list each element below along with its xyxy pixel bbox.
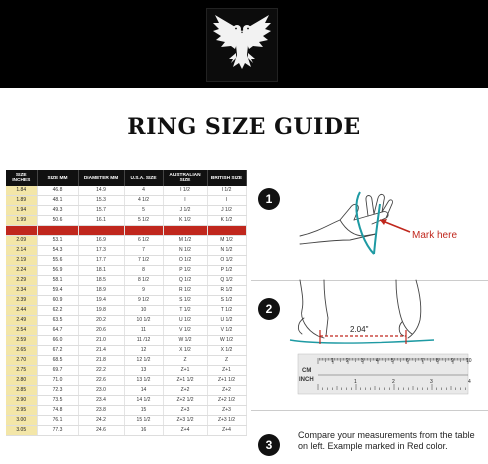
table-cell: 62.2 (37, 306, 78, 316)
ruler-cm-tick-label: 3 (361, 358, 364, 364)
table-cell: 17.3 (78, 246, 124, 256)
size-inches-cell: 2.85 (6, 386, 37, 396)
table-cell: X 1/2 (207, 346, 246, 356)
table-cell: K 1/2 (207, 216, 246, 226)
table-row (6, 206, 246, 216)
table-cell: 12 (124, 346, 163, 356)
table-cell: M 1/2 (207, 236, 246, 246)
table-cell: 50.6 (37, 216, 78, 226)
table-cell: 23.0 (78, 386, 124, 396)
table-cell: 21.8 (78, 356, 124, 366)
ruler-cm-tick-label: 10 (466, 358, 472, 364)
table-row (6, 286, 246, 296)
table-cell: 73.5 (37, 396, 78, 406)
table-cell: I 1/2 (163, 186, 207, 196)
ruler-cm-tick-label: 7 (421, 358, 424, 364)
ruler-cm-tick-label: 2 (346, 358, 349, 364)
ruler-cm-tick-label: 8 (436, 358, 439, 364)
table-cell: 69.7 (37, 366, 78, 376)
table-cell: X 1/2 (163, 346, 207, 356)
size-inches-cell: 1.89 (6, 196, 37, 206)
table-cell: L 1/2 (207, 226, 246, 236)
table-cell: I (207, 196, 246, 206)
size-inches-cell: 2.24 (6, 266, 37, 276)
table-cell: 5 (124, 206, 163, 216)
size-inches-cell: 2.04 (6, 226, 37, 236)
table-row (6, 216, 246, 226)
table-cell: 22.2 (78, 366, 124, 376)
table-cell: 71.0 (37, 376, 78, 386)
size-inches-cell: 1.94 (6, 206, 37, 216)
table-cell: 7 (124, 246, 163, 256)
table-row (6, 246, 246, 256)
table-cell: 14 1/2 (124, 396, 163, 406)
table-row (6, 196, 246, 206)
table-cell: N 1/2 (207, 246, 246, 256)
table-cell: 51.9 (37, 226, 78, 236)
table-cell: Z+2 1/2 (163, 396, 207, 406)
step-1-badge: 1 (258, 188, 280, 210)
table-cell: Z+1 (163, 366, 207, 376)
table-cell: O 1/2 (207, 256, 246, 266)
table-cell: 12 1/2 (124, 356, 163, 366)
table-cell: 18.5 (78, 276, 124, 286)
table-cell: 8 1/2 (124, 276, 163, 286)
eagle-logo-icon (206, 8, 278, 82)
table-cell: 22.6 (78, 376, 124, 386)
section-divider (251, 410, 488, 411)
table-cell: Z+1 1/2 (163, 376, 207, 386)
table-cell: 4 (124, 186, 163, 196)
table-cell: 55.6 (37, 256, 78, 266)
table-cell: 14.9 (78, 186, 124, 196)
table-row (6, 376, 246, 386)
size-inches-cell: 2.19 (6, 256, 37, 266)
table-cell: 58.1 (37, 276, 78, 286)
table-cell: Z+1 (207, 366, 246, 376)
table-row (6, 356, 246, 366)
step-2-badge: 2 (258, 298, 280, 320)
table-cell: Z+4 (207, 426, 246, 436)
table-cell: 24.2 (78, 416, 124, 426)
table-cell: 49.3 (37, 206, 78, 216)
table-cell: U 1/2 (163, 316, 207, 326)
table-cell: 21.4 (78, 346, 124, 356)
table-cell: Z+3 (207, 406, 246, 416)
page-title: RING SIZE GUIDE (127, 114, 361, 140)
ruler-inch-label: INCH (299, 377, 314, 383)
table-cell: Z+2 (207, 386, 246, 396)
table-cell: 16 (124, 426, 163, 436)
table-cell: 11 /12 (124, 336, 163, 346)
table-row (6, 416, 246, 426)
ruler-cm-tick-label: 1 (331, 358, 334, 364)
table-row (6, 236, 246, 246)
table-cell: 17.7 (78, 256, 124, 266)
size-inches-cell: 1.84 (6, 186, 37, 196)
size-inches-cell: 2.75 (6, 366, 37, 376)
table-cell: K 1/2 (163, 216, 207, 226)
hand-wrap-illustration (290, 174, 486, 274)
table-cell: S 1/2 (207, 296, 246, 306)
ruler-cm-tick-label: 6 (406, 358, 409, 364)
size-inches-cell: 2.54 (6, 326, 37, 336)
column-header: DIAMETER MM (78, 170, 124, 186)
table-cell: 13 (124, 366, 163, 376)
table-cell: P 1/2 (163, 266, 207, 276)
table-cell: T 1/2 (163, 306, 207, 316)
table-cell: 9 (124, 286, 163, 296)
table-cell: 16.5 (78, 226, 124, 236)
column-header: AUSTRALIAN SIZE (163, 170, 207, 186)
table-row (6, 336, 246, 346)
ruler (298, 354, 472, 394)
table-cell: Z (207, 356, 246, 366)
ruler-cm-tick-label: 5 (391, 358, 394, 364)
table-cell: 76.1 (37, 416, 78, 426)
size-inches-cell: 2.80 (6, 376, 37, 386)
column-header: SIZE MM (37, 170, 78, 186)
table-row (6, 366, 246, 376)
table-cell: 53.1 (37, 236, 78, 246)
table-cell: 19.4 (78, 296, 124, 306)
table-cell: 5 1/2 (124, 216, 163, 226)
size-inches-cell: 2.65 (6, 346, 37, 356)
table-cell: 8 (124, 266, 163, 276)
ruler-inch-tick-label: 4 (468, 379, 471, 385)
ruler-cm-tick-label: 4 (376, 358, 379, 364)
size-inches-cell: 3.00 (6, 416, 37, 426)
table-cell: V 1/2 (207, 326, 246, 336)
table-cell: W 1/2 (163, 336, 207, 346)
table-cell: 77.3 (37, 426, 78, 436)
table-cell: 72.3 (37, 386, 78, 396)
size-inches-cell: 1.99 (6, 216, 37, 226)
table-cell: Q 1/2 (207, 276, 246, 286)
table-cell: 10 (124, 306, 163, 316)
table-cell: Z (163, 356, 207, 366)
table-row (6, 276, 246, 286)
size-inches-cell: 2.39 (6, 296, 37, 306)
step-3-badge: 3 (258, 434, 280, 456)
table-cell: 74.8 (37, 406, 78, 416)
table-cell: 15 (124, 406, 163, 416)
table-row (6, 346, 246, 356)
size-inches-cell: 2.14 (6, 246, 37, 256)
table-cell: 48.1 (37, 196, 78, 206)
table-cell: 4 1/2 (124, 196, 163, 206)
ruler-cm-tick-label: 9 (451, 358, 454, 364)
table-row (6, 266, 246, 276)
table-cell: 66.0 (37, 336, 78, 346)
table-cell: 23.8 (78, 406, 124, 416)
size-inches-cell: 2.34 (6, 286, 37, 296)
column-header: BRITISH SIZE (207, 170, 246, 186)
table-cell: 56.9 (37, 266, 78, 276)
table-cell: 54.3 (37, 246, 78, 256)
size-inches-cell: 2.09 (6, 236, 37, 246)
table-cell: 46.8 (37, 186, 78, 196)
table-cell: O 1/2 (163, 256, 207, 266)
ruler-inch-tick-label: 2 (392, 379, 395, 385)
table-cell: 21.0 (78, 336, 124, 346)
table-cell: 16.1 (78, 216, 124, 226)
table-cell: 24.6 (78, 426, 124, 436)
table-cell: 68.5 (37, 356, 78, 366)
column-header: SIZE INCHES (6, 170, 37, 186)
table-row (6, 406, 246, 416)
table-cell: 15 1/2 (124, 416, 163, 426)
size-inches-cell: 3.05 (6, 426, 37, 436)
table-cell: V 1/2 (163, 326, 207, 336)
table-cell: I 1/2 (207, 186, 246, 196)
table-cell: J 1/2 (207, 206, 246, 216)
table-cell: 6 1/2 (124, 236, 163, 246)
table-row (6, 296, 246, 306)
table-cell: 23.4 (78, 396, 124, 406)
table-cell: 19.8 (78, 306, 124, 316)
table-cell: N 1/2 (163, 246, 207, 256)
table-cell: T 1/2 (207, 306, 246, 316)
size-inches-cell: 2.44 (6, 306, 37, 316)
ruler-cm-label: CM (302, 368, 312, 374)
table-cell: 15.3 (78, 196, 124, 206)
table-cell: 63.5 (37, 316, 78, 326)
table-cell: 11 (124, 326, 163, 336)
mark-here-label: Mark here (412, 230, 458, 241)
table-cell: R 1/2 (207, 286, 246, 296)
table-cell: 15.7 (78, 206, 124, 216)
table-cell: Z+4 (163, 426, 207, 436)
size-inches-cell: 2.59 (6, 336, 37, 346)
table-cell: 64.7 (37, 326, 78, 336)
table-cell: L 1/2 (163, 226, 207, 236)
table-cell: 14 (124, 386, 163, 396)
table-cell: Z+2 1/2 (207, 396, 246, 406)
table-cell: S 1/2 (163, 296, 207, 306)
measurement-illustration (284, 278, 486, 408)
table-cell: 59.4 (37, 286, 78, 296)
table-row (6, 396, 246, 406)
table-cell: W 1/2 (207, 336, 246, 346)
table-cell: 16.9 (78, 236, 124, 246)
table-row (6, 326, 246, 336)
ring-size-table (6, 170, 246, 462)
table-row (6, 256, 246, 266)
table-cell: R 1/2 (163, 286, 207, 296)
table-cell: 13 1/2 (124, 376, 163, 386)
table-cell: 9 1/2 (124, 296, 163, 306)
table-header-row (6, 170, 246, 186)
table-cell: 18.1 (78, 266, 124, 276)
table-cell: 67.2 (37, 346, 78, 356)
table-row (6, 226, 246, 236)
table-cell: P 1/2 (207, 266, 246, 276)
table-cell: Z+1 1/2 (207, 376, 246, 386)
table-cell: Z+3 1/2 (207, 416, 246, 426)
table-cell: 20.2 (78, 316, 124, 326)
header-banner (0, 0, 488, 88)
table-cell: J 1/2 (163, 206, 207, 216)
size-inches-cell: 2.90 (6, 396, 37, 406)
table-row (6, 316, 246, 326)
table-cell: 7 1/2 (124, 256, 163, 266)
table-row (6, 426, 246, 436)
ruler-inch-tick-label: 3 (430, 379, 433, 385)
table-row (6, 386, 246, 396)
table-cell: Z+3 1/2 (163, 416, 207, 426)
size-inches-cell: 2.29 (6, 276, 37, 286)
table-row (6, 306, 246, 316)
table-cell: I (163, 196, 207, 206)
table-cell: U 1/2 (207, 316, 246, 326)
ruler-inch-tick-label: 1 (354, 379, 357, 385)
size-inches-cell: 2.49 (6, 316, 37, 326)
size-inches-cell: 2.95 (6, 406, 37, 416)
measurement-label: 2.04" (350, 325, 369, 334)
table-cell: Z+3 (163, 406, 207, 416)
size-inches-cell: 2.70 (6, 356, 37, 366)
table-cell: Z+2 (163, 386, 207, 396)
table-cell: 60.9 (37, 296, 78, 306)
table-cell: 18.9 (78, 286, 124, 296)
table-cell: 10 1/2 (124, 316, 163, 326)
table-cell: Q 1/2 (163, 276, 207, 286)
table-row (6, 186, 246, 196)
table-cell: 20.6 (78, 326, 124, 336)
column-header: U.S.A. SIZE (124, 170, 163, 186)
step-3-instruction: Compare your measurements from the table on left. Example marked in Red color. (298, 430, 475, 451)
table-cell: M 1/2 (163, 236, 207, 246)
table-cell: 6 (124, 226, 163, 236)
